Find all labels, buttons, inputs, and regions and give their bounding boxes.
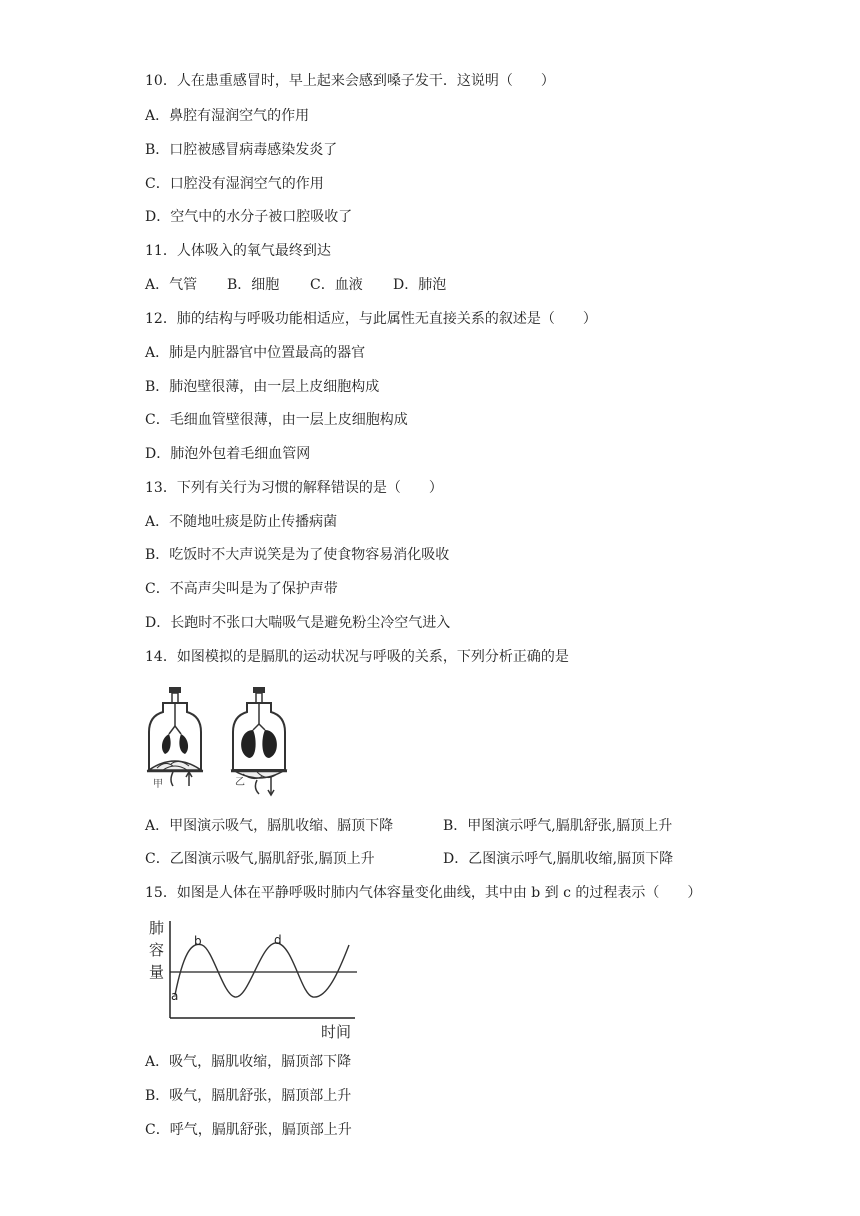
q14-option-d: D．乙图演示呼气,膈肌收缩,膈顶下降	[443, 851, 674, 867]
q13-option-c: C．不高声尖叫是为了保护声带	[145, 581, 338, 597]
q13-stem: 13．下列有关行为习惯的解释错误的是（ ）	[145, 480, 443, 496]
diaphragm-model-figure	[143, 686, 303, 798]
q10-option-c: C．口腔没有湿润空气的作用	[145, 176, 324, 192]
jar-jia-figure	[147, 687, 203, 786]
q14-stem: 14．如图模拟的是膈肌的运动状况与呼吸的关系，下列分析正确的是	[145, 649, 569, 665]
q12-option-a: A．肺是内脏器官中位置最高的器官	[145, 345, 366, 361]
q11-option-b: B．细胞	[227, 277, 280, 293]
lung-volume-graph	[143, 915, 368, 1043]
q13-option-d: D．长跑时不张口大喘吸气是避免粉尘冷空气进入	[145, 615, 451, 631]
x-axis-label: 时间	[321, 1023, 352, 1041]
q10-option-b: B．口腔被感冒病毒感染发炎了	[145, 142, 338, 158]
q10-stem: 10．人在患重感冒时，早上起来会感到嗓子发干．这说明（ ）	[145, 73, 555, 89]
point-label-a: a	[171, 989, 179, 1003]
q10-option-a: A．鼻腔有湿润空气的作用	[145, 108, 310, 124]
q12-stem: 12．肺的结构与呼吸功能相适应，与此属性无直接关系的叙述是（ ）	[145, 311, 597, 327]
q12-option-d: D．肺泡外包着毛细血管网	[145, 446, 311, 462]
q14-option-c: C．乙图演示吸气,膈肌舒张,膈顶上升	[145, 851, 375, 867]
q10-option-d: D．空气中的水分子被口腔吸收了	[145, 209, 353, 225]
q11-option-d: D．肺泡	[393, 277, 447, 293]
q12-option-b: B．肺泡壁很薄，由一层上皮细胞构成	[145, 379, 380, 395]
point-label-b: b	[194, 934, 202, 948]
q11-option-c: C．血液	[310, 277, 363, 293]
q12-option-c: C．毛细血管壁很薄，由一层上皮细胞构成	[145, 412, 408, 428]
label-jia: 甲	[153, 779, 163, 790]
q11-stem: 11．人体吸入的氧气最终到达	[145, 243, 331, 259]
q15-option-c: C．呼气，膈肌舒张，膈顶部上升	[145, 1122, 352, 1138]
point-label-d: d	[274, 933, 282, 947]
q14-option-b: B．甲图演示呼气,膈肌舒张,膈顶上升	[443, 818, 673, 834]
label-yi: 乙	[235, 777, 245, 788]
y-axis-label-char: 量	[149, 963, 165, 981]
y-axis-label-char: 肺	[149, 919, 165, 937]
q15-option-a: A．吸气，膈肌收缩，膈顶部下降	[145, 1054, 352, 1070]
volume-curve	[175, 943, 349, 997]
q13-option-b: B．吃饭时不大声说笑是为了使食物容易消化吸收	[145, 547, 450, 563]
y-axis-label-char: 容	[149, 941, 165, 959]
q15-stem: 15．如图是人体在平静呼吸时肺内气体容量变化曲线，其中由 b 到 c 的过程表示（ ）	[145, 885, 702, 901]
q14-option-a: A．甲图演示吸气，膈肌收缩、膈顶下降	[145, 818, 394, 834]
q13-option-a: A．不随地吐痰是防止传播病菌	[145, 514, 338, 530]
q15-option-b: B．吸气，膈肌舒张，膈顶部上升	[145, 1088, 352, 1104]
q11-option-a: A．气管	[145, 277, 198, 293]
